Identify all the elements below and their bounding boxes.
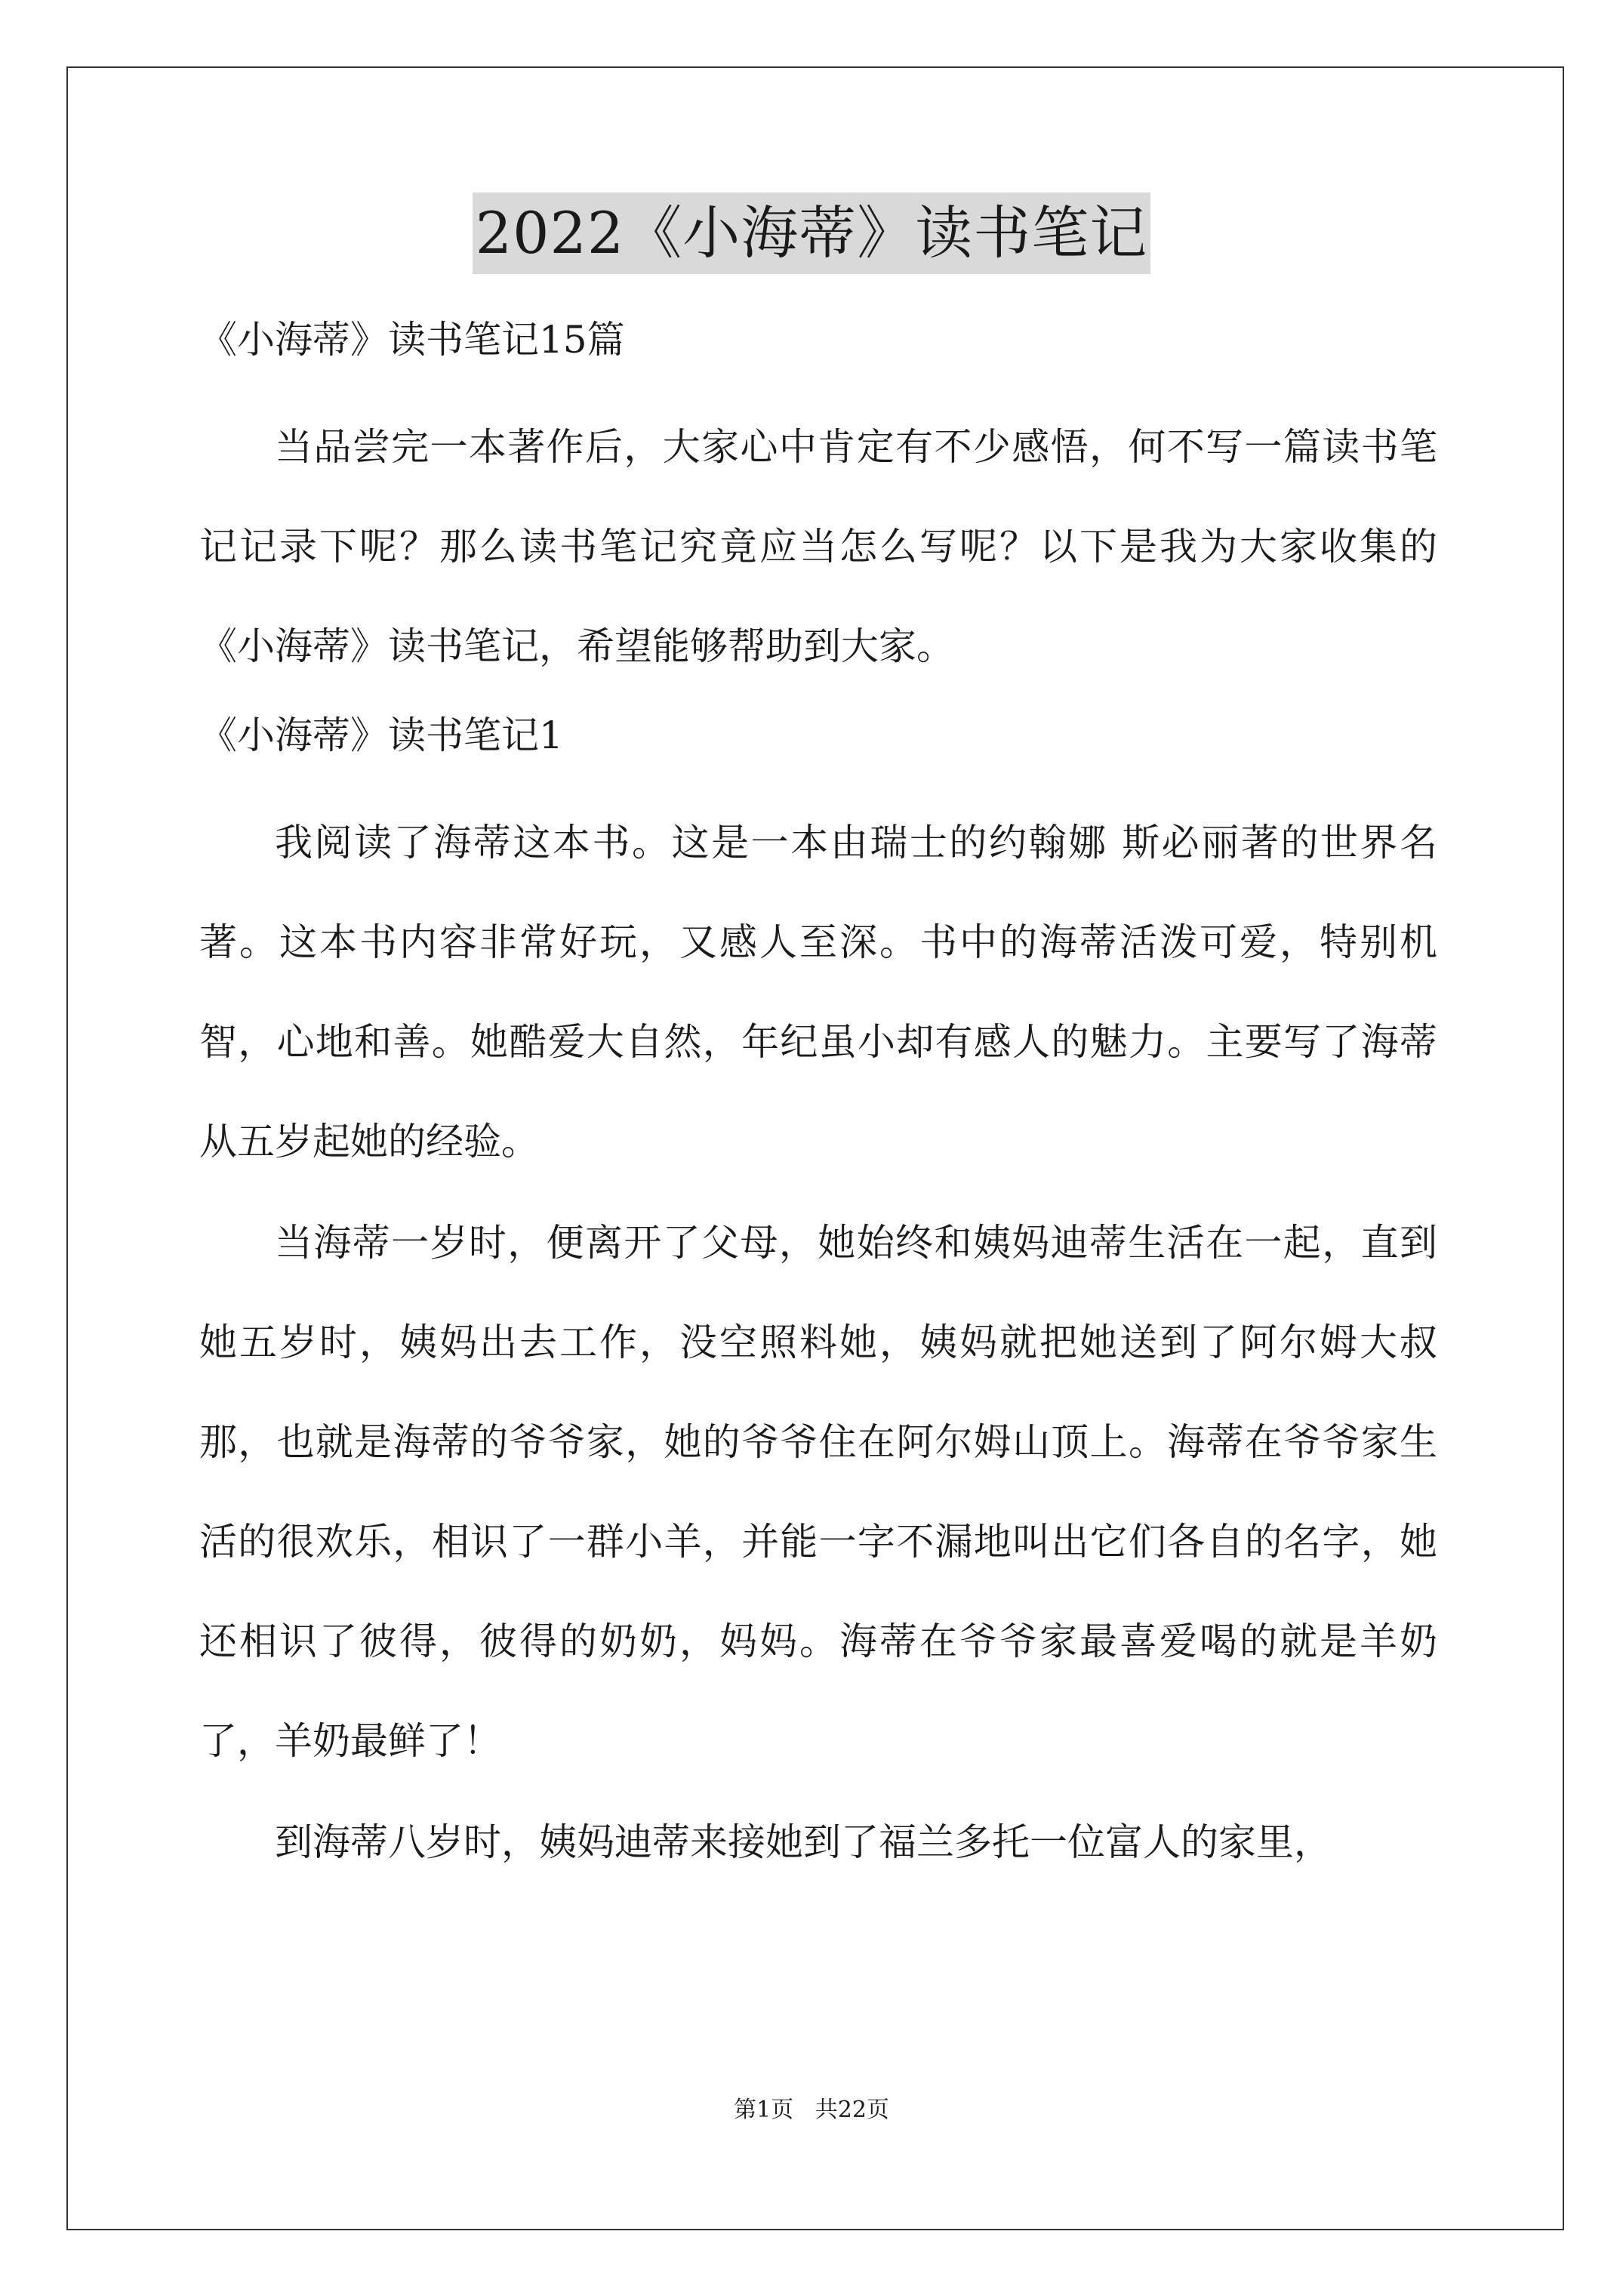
body-paragraph-3: 到海蒂八岁时，姨妈迪蒂来接她到了福兰多托一位富人的家里， <box>275 1820 1332 1864</box>
page-number-footer: 第1页 共22页 <box>734 2097 889 2123</box>
document-title: 2022《小海蒂》读书笔记 <box>473 193 1150 274</box>
section-heading: 《小海蒂》读书笔记1 <box>199 713 563 757</box>
intro-paragraph: 当品尝完一本著作后，大家心中肯定有不少感悟，何不写一篇读书笔记记录下呢？那么读书笔记究竟应当怎么写呢？以下是我为大家收集的《小海蒂》读书笔记，希望能够帮助到大家。 <box>199 425 1437 668</box>
title-container <box>0 193 1623 274</box>
document-body <box>199 302 1437 1894</box>
subtitle-heading: 《小海蒂》读书笔记15篇 <box>199 318 625 362</box>
body-paragraph-1: 我阅读了海蒂这本书。这是一本由瑞士的约翰娜 斯必丽著的世界名著。这本书内容非常好玩，又感人至深。书中的海蒂活泼可爱，特别机智，心地和善。她酷爱大自然，年纪虽小却有感人的魅力。主要写了海蒂从五岁起她的经验。 <box>199 821 1437 1163</box>
body-paragraph-2: 当海蒂一岁时，便离开了父母，她始终和姨妈迪蒂生活在一起，直到她五岁时，姨妈出去工作，没空照料她，姨妈就把她送到了阿尔姆大叔那，也就是海蒂的爷爷家，她的爷爷住在阿尔姆山顶上。海蒂在爷爷家生活的很欢乐，相识了一群小羊，并能一字不漏地叫出它们各自的名字，她还相识了彼得，彼得的奶奶，妈妈。海蒂在爷爷家最喜爱喝的就是羊奶了，羊奶最鲜了！ <box>199 1221 1437 1763</box>
